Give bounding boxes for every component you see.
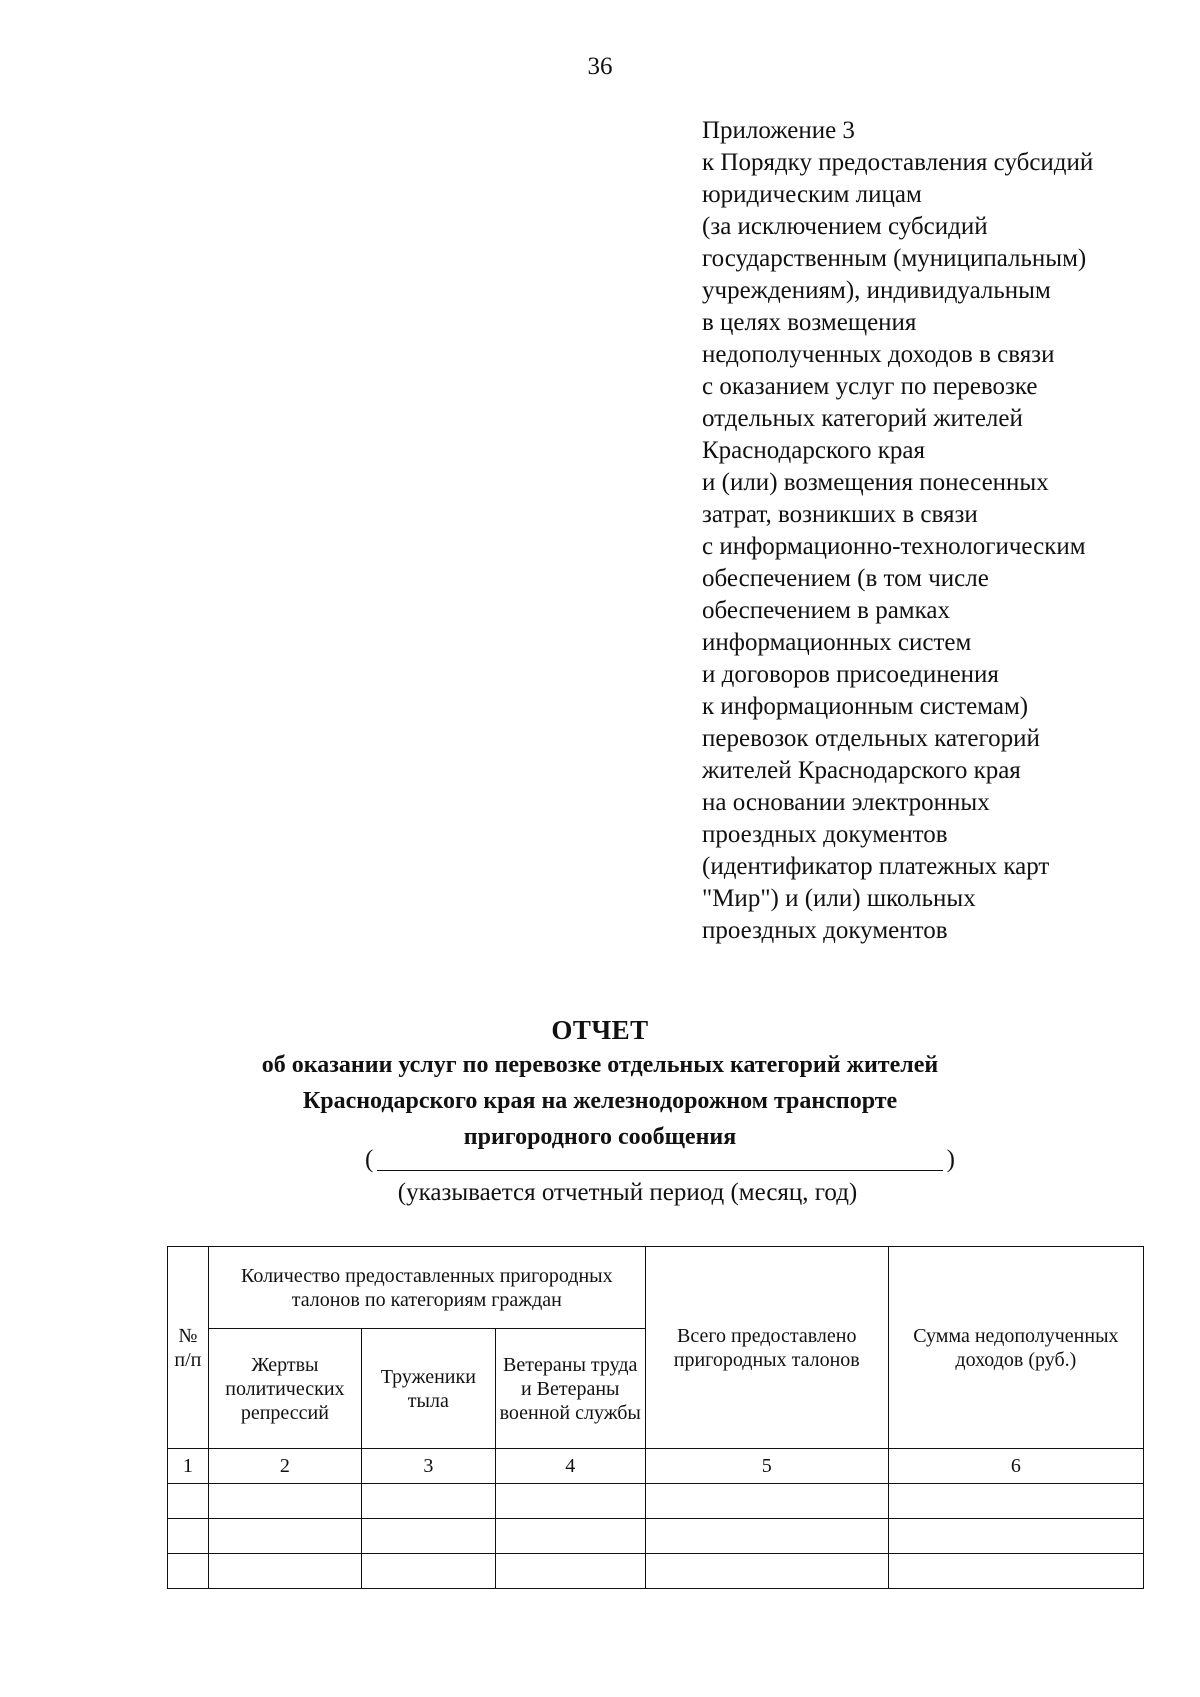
- table-row: [168, 1554, 1144, 1589]
- appendix-line: государственным (муниципальным): [702, 245, 1087, 272]
- header-lost-income-sum: Сумма недополученных доходов (руб.): [888, 1247, 1143, 1449]
- reporting-period-field[interactable]: [365, 1144, 955, 1176]
- appendix-line: в целях возмещения: [702, 309, 917, 336]
- column-number: 6: [888, 1449, 1143, 1484]
- table-cell[interactable]: [168, 1554, 209, 1589]
- report-title: ОТЧЕТ: [551, 1015, 649, 1045]
- appendix-line: (за исключением субсидий: [702, 213, 988, 240]
- table-cell[interactable]: [361, 1519, 495, 1554]
- table-cell[interactable]: [208, 1554, 361, 1589]
- appendix-line: к Порядку предоставления субсидий: [702, 149, 1094, 176]
- table-cell[interactable]: [645, 1554, 888, 1589]
- header-home-front-workers: Труженики тыла: [361, 1329, 495, 1449]
- appendix-line: с оказанием услуг по перевозке: [702, 373, 1038, 400]
- column-number: 5: [645, 1449, 888, 1484]
- appendix-line: жителей Краснодарского края: [702, 757, 1021, 784]
- header-labour-military-veterans: Ветераны труда и Ветераны военной службы: [495, 1329, 645, 1449]
- column-number: 1: [168, 1449, 209, 1484]
- appendix-line: недополученных доходов в связи: [702, 341, 1055, 368]
- appendix-line: Краснодарского края: [702, 437, 925, 464]
- table-cell[interactable]: [168, 1519, 209, 1554]
- table-cell[interactable]: [361, 1554, 495, 1589]
- appendix-line: проездных документов: [702, 917, 948, 944]
- report-subtitle: [0, 1047, 1200, 1155]
- table-cell[interactable]: [208, 1484, 361, 1519]
- table-cell[interactable]: [888, 1519, 1143, 1554]
- table-cell[interactable]: [645, 1484, 888, 1519]
- report-subtitle-line: пригородного сообщения: [463, 1124, 737, 1150]
- table-row: [168, 1484, 1144, 1519]
- header-talons-by-category: Количество предоставленных пригородных талонов по категориям граждан: [208, 1247, 645, 1329]
- appendix-line: к информационным системам): [702, 693, 1029, 720]
- header-row-number: № п/п: [168, 1247, 209, 1449]
- appendix-line: учреждениям), индивидуальным: [702, 277, 1051, 304]
- column-number: 4: [495, 1449, 645, 1484]
- table-cell[interactable]: [495, 1484, 645, 1519]
- appendix-line: на основании электронных: [702, 789, 990, 816]
- appendix-line: Приложение 3: [702, 117, 855, 144]
- appendix-line: (идентификатор платежных карт: [702, 853, 1050, 880]
- table-cell[interactable]: [888, 1484, 1143, 1519]
- table-cell[interactable]: [888, 1554, 1143, 1589]
- column-number: 2: [208, 1449, 361, 1484]
- period-open-paren: (: [365, 1146, 374, 1173]
- table-cell[interactable]: [168, 1484, 209, 1519]
- appendix-line: отдельных категорий жителей: [702, 405, 1023, 432]
- appendix-line: и (или) возмещения понесенных: [702, 469, 1049, 496]
- report-subtitle-line: об оказании услуг по перевозке отдельных категорий жителей: [261, 1052, 939, 1078]
- table-cell[interactable]: [208, 1519, 361, 1554]
- appendix-line: юридическим лицам: [702, 181, 922, 208]
- table-cell[interactable]: [495, 1554, 645, 1589]
- header-repression-victims: Жертвы политических репрессий: [208, 1329, 361, 1449]
- table-cell[interactable]: [361, 1484, 495, 1519]
- appendix-line: обеспечением (в том числе: [702, 565, 989, 592]
- header-total-talons: Всего предоставлено пригородных талонов: [645, 1247, 888, 1449]
- period-close-paren: ): [946, 1146, 955, 1173]
- appendix-line: проездных документов: [702, 821, 948, 848]
- period-hint: (указывается отчетный период (месяц, год): [397, 1179, 858, 1206]
- report-table: [167, 1246, 1144, 1589]
- report-subtitle-line: Краснодарского края на железнодорожном транспорте: [302, 1088, 898, 1114]
- appendix-line: с информационно-технологическим: [702, 533, 1086, 560]
- table-header-row: [168, 1247, 1144, 1329]
- appendix-line: затрат, возникших в связи: [702, 501, 978, 528]
- appendix-block: [702, 115, 1172, 947]
- table-cell[interactable]: [645, 1519, 888, 1554]
- appendix-line: обеспечением в рамках: [702, 597, 950, 624]
- appendix-line: информационных систем: [702, 629, 972, 656]
- table-cell[interactable]: [495, 1519, 645, 1554]
- appendix-line: "Мир") и (или) школьных: [702, 885, 976, 912]
- page-number: 36: [587, 53, 613, 80]
- column-number-row: [168, 1449, 1144, 1484]
- appendix-line: перевозок отдельных категорий: [702, 725, 1040, 752]
- table-row: [168, 1519, 1144, 1554]
- appendix-line: и договоров присоединения: [702, 661, 999, 688]
- period-blank-line: [377, 1170, 943, 1171]
- column-number: 3: [361, 1449, 495, 1484]
